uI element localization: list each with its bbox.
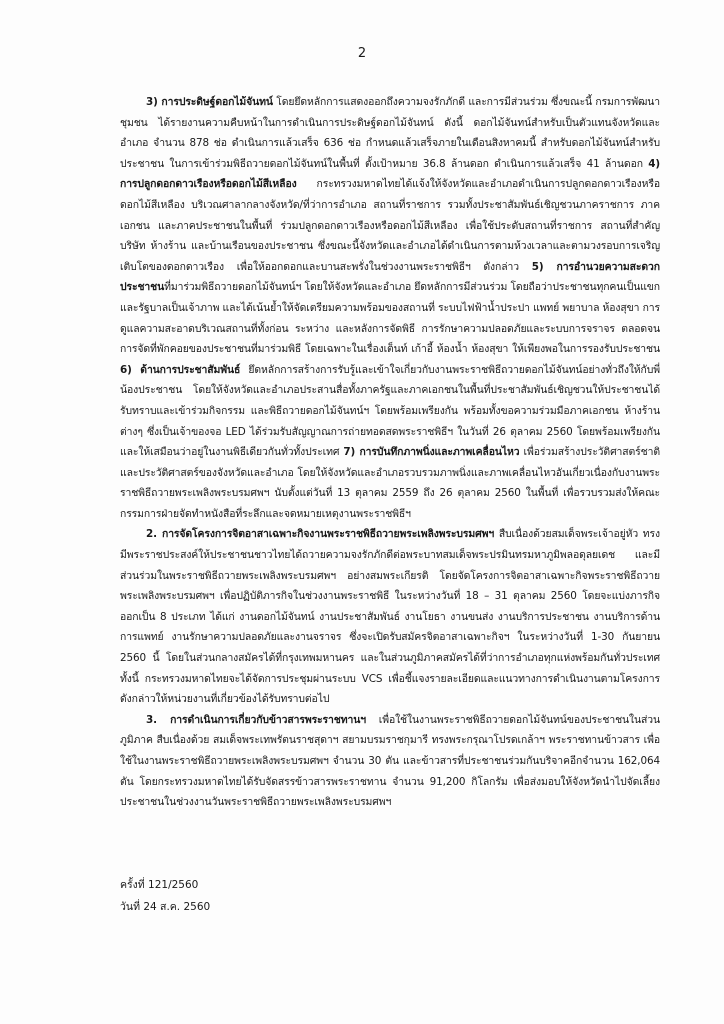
section-heading: 7) การบันทึกภาพนิ่งและภาพเคลื่อนไหว xyxy=(343,446,520,459)
body-text: กระทรวงมหาดไทยได้แจ้งให้จังหวัดและอำเภอดำเนินการปลูกดอกดาวเรืองหรือดอกไม้สีเหลือง บริเวณศาลากลางจังหวัด/ที่ว่าการอำเภอ สถานที่ราชการ รวมทั้งประชาสัมพันธ์เชิญชวนภาคราชการ ภาคเอกชน และภาคประชาชนในพื้นที่ ร่วมปลูกดอกดาวเรืองหรือดอกไม้สีเหลือง เพื่อใช้ประดับสถานที่ราชการ สถานที่สำคัญ บริษัท ห้างร้าน และบ้านเรือนของประชาชน ซึ่งขณะนี้จังหวัดและอำเภอได้ดำเนินการตามห้วงเวลาและตามวงรอบการเจริญเติบโตของดอกดาวเรือง เพื่อให้ออกดอกและบานสะพรั่งในช่วงงานพระราชพิธีฯ ดังกล่าว xyxy=(120,178,660,273)
section-heading: 5) การอำนวยความสะดวกประชาชน xyxy=(120,260,660,294)
paragraph-section-1 xyxy=(120,92,660,524)
section-heading: 3) การประดิษฐ์ดอกไม้จันทน์ xyxy=(146,96,273,108)
paragraph-section-3 xyxy=(120,710,660,813)
section-heading: 6) ด้านการประชาสัมพันธ์ xyxy=(120,363,241,376)
body-text: โดยยึดหลักการแสดงออกถึงความจงรักภักดี และการมีส่วนร่วม ซึ่งขณะนี้ กรมการพัฒนาชุมชน ได้รายงานความคืบหน้าในการดำเนินการประดิษฐ์ดอกไม้จันทน์ ดังนี้ ดอกไม้จันทน์สำหรับเป็นตัวแทนจังหวัดและอำเภอ จำนวน 878 ช่อ ดำเนินการแล้วเสร็จ 636 ช่อ กำหนดแล้วเสร็จภายในเดือนสิงหาคมนี้ สำหรับดอกไม้จันทน์สำหรับประชาชน ในการเข้าร่วมพิธีถวายดอกไม้จันทน์ในพื้นที่ ตั้งเป้าหมาย 36.8 ล้านดอก ดำเนินการแล้วเสร็จ 41 ล้านดอก xyxy=(120,96,660,170)
issue-date: วันที่ 24 ส.ค. 2560 xyxy=(120,901,211,913)
paragraph-section-2 xyxy=(120,524,660,709)
document-body xyxy=(120,92,660,813)
page-number: 2 xyxy=(357,46,367,61)
section-heading: 3. การดำเนินการเกี่ยวกับข้าวสารพระราชทานฯ xyxy=(146,713,366,726)
body-text: เพื่อร่วมสร้างประวัติศาสตร์ชาติ และประวัติศาสตร์ของจังหวัดและอำเภอ โดยให้จังหวัดและอำเภอรวบรวมภาพนิ่งและภาพเคลื่อนไหวอันเกี่ยวเนื่องกับงานพระราชพิธีถวายพระเพลิงพระบรมศพฯ นับตั้งแต่วันที่ 13 ตุลาคม 2559 ถึง 26 ตุลาคม 2560 ในพื้นที่ เพื่อรวบรวมส่งให้คณะกรรมการฝ่ายจัดทำหนังสือที่ระลึกและจดหมายเหตุงานพระราชพิธีฯ xyxy=(120,446,661,520)
section-heading: 2. การจัดโครงการจิตอาสาเฉพาะกิจงานพระราชพิธีถวายพระเพลิงพระบรมศพฯ xyxy=(146,528,495,541)
issue-number: ครั้งที่ 121/2560 xyxy=(120,879,199,891)
body-text: เพื่อใช้ในงานพระราชพิธีถวายดอกไม้จันทน์ของประชาชนในส่วนภูมิภาค สืบเนื่องด้วย สมเด็จพระเทพรัตนราชสุดาฯ สยามบรมราชกุมารี ทรงพระกรุณาโปรดเกล้าฯ พระราชทานข้าวสาร เพื่อใช้ในงานพระราชพิธีถวายพระเพลิงพระบรมศพฯ จำนวน 30 ตัน และข้าวสารที่ประชาชนร่วมกันบริจาคอีกจำนวน 162,064 ตัน โดยกระทรวงมหาดไทยได้รับจัดสรรข้าวสารพระราชทาน จำนวน 91,200 กิโลกรัม เพื่อส่งมอบให้จังหวัดนำไปจัดเลี้ยงประชาชนในช่วงงานวันพระราชพิธีถวายพระเพลิงพระบรมศพฯ xyxy=(120,713,660,809)
body-text: ที่มาร่วมพิธีถวายดอกไม้จันทน์ฯ โดยให้จังหวัดและอำเภอ ยึดหลักการมีส่วนร่วม โดยถือว่าประชาชนทุกคนเป็นแขก และรัฐบาลเป็นเจ้าภาพ และได้เน้นย้ำให้จัดเตรียมความพร้อมของสถานที่ ระบบไฟฟ้าน้ำประปา แพทย์ พยาบาล ห้องสุขา การดูแลความสะอาดบริเวณสถานที่ทั้งก่อน ระหว่าง และหลังการจัดพิธี การรักษาความปลอดภัยและระบบการจราจร ตลอดจนการจัดที่พักคอยของประชาชนที่มาร่วมพิธี โดยเฉพาะในเรื่องเต็นท์ เก้าอี้ ห้องน้ำ ห้องสุขา ให้เพียงพอในการรองรับประชาชน xyxy=(120,281,660,356)
body-text: สืบเนื่องด้วยสมเด็จพระเจ้าอยู่หัว ทรงมีพระราชประสงค์ให้ประชาชนชาวไทยได้ถวายความจงรักภักดีต่อพระบาทสมเด็จพระปรมินทรมหาภูมิพลอดุลยเดช และมีส่วนร่วมในพระราชพิธีถวายพระเพลิงพระบรมศพฯ อย่างสมพระเกียรติ โดยจัดโครงการจิตอาสาเฉพาะกิจพระราชพิธีถวายพระเพลิงพระบรมศพฯ เพื่อปฏิบัติภารกิจในช่วงงานพระราชพิธี ในระหว่างวันที่ 18 – 31 ตุลาคม 2560 โดยจะแบ่งภารกิจออกเป็น 8 ประเภท ได้แก่ งานดอกไม้จันทน์ งานประชาสัมพันธ์ งานโยธา งานขนส่ง งานบริการประชาชน งานบริการด้านการแพทย์ งานรักษาความปลอดภัยและงานจราจร ซึ่งจะเปิดรับสมัครจิตอาสาเฉพาะกิจฯ ในระหว่างวันที่ 1-30 กันยายน 2560 นี้ โดยในส่วนกลางสมัครได้ที่กรุงเทพมหานคร และในส่วนภูมิภาคสมัครได้ที่ว่าการอำเภอทุกแห่งพร้อมกันทั่วประเทศ ทั้งนี้ กระทรวงมหาดไทยจะได้จัดการประชุมผ่านระบบ VCS เพื่อชี้แจงรายละเอียดและแนวทางการดำเนินงานตามโครงการดังกล่าวให้หน่วยงานที่เกี่ยวข้องได้รับทราบต่อไป xyxy=(120,528,660,706)
body-text: ยึดหลักการสร้างการรับรู้และเข้าใจเกี่ยวกับงานพระราชพิธีถวายดอกไม้จันทน์อย่างทั่วถึงให้กับพี่น้องประชาชน โดยให้จังหวัดและอำเภอประสานสื่อทั้งภาครัฐและภาคเอกชนในพื้นที่ประชาสัมพันธ์เชิญชวนให้ประชาชนได้รับทราบและเข้าร่วมกิจกรรม และพิธีถวายดอกไม้จันทน์ฯ โดยพร้อมเพรียงกัน พร้อมทั้งขอความร่วมมือภาคเอกชน ห้างร้านต่างๆ ซึ่งเป็นเจ้าของจอ LED ได้ร่วมรับสัญญาณการถ่ายทอดสดพระราชพิธีฯ ในวันที่ 26 ตุลาคม 2560 โดยพร้อมเพรียงกัน และให้เสมือนว่าอยู่ในงานพิธีเดียวกันทั่วทั้งประเทศ xyxy=(120,363,660,459)
document-footer xyxy=(120,874,210,918)
section-heading: 4) การปลูกดอกดาวเรืองหรือดอกไม้สีเหลือง xyxy=(120,157,660,191)
